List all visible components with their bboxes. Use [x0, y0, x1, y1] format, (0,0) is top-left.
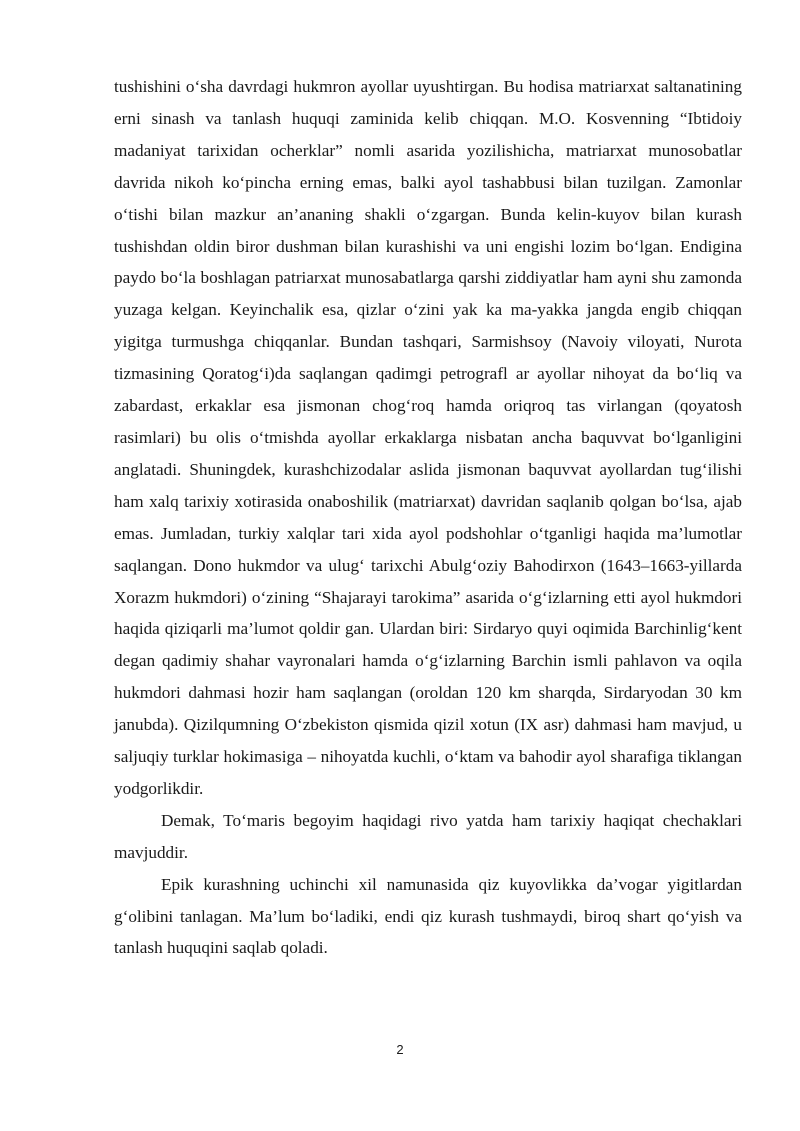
paragraph-1: tushishini o‘sha davrdagi hukmron ayollar uyushtirgan. Bu hodisa matriarxat saltanatining erni sinash va tanlash huquqi zaminida kelib chiqqan. M.O. Kosvenning “Ibtidoiy madaniyat tarixidan ocherklar” nomli asarida yozilishicha, matriarxat munosobatlar davrida nikoh ko‘pincha erning emas, balki ayol tashabbusi bilan tuzilgan. Zamonlar o‘tishi bilan mazkur an’ananing shakli o‘zgargan. Bunda kelin-kuyov bilan kurash tushishdan oldin biror dushman bilan kurashishi va uni engishi lozim bo‘lgan. Endigina paydo bo‘la boshlagan patriarxat munosabatlarga qarshi ziddiyatlar ham ayni shu zamonda yuzaga kelgan. Keyinchalik esa, qizlar o‘zini yak ka ma-yakka jangda engib chiqqan yigitga turmushga chiqqanlar. Bundan tashqari, Sarmishsoy (Navoiy viloyati, Nurota tizmasining Qoratog‘i)da saqlangan qadimgi petrografl ar ayollar nihoyat da bo‘liq va zabardast, erkaklar esa jismonan chog‘roq hamda oriqroq tas virlangan (qoyatosh rasimlari) bu olis o‘tmishda ayollar erkaklarga nisbatan ancha baquvvat bo‘lganligini anglatadi. Shuningdek, kurashchizodalar aslida jismonan baquvvat ayollardan tug‘ilishi ham xalq tarixiy xotirasida onaboshilik (matriarxat) davridan saqlanib qolgan bo‘lsa, ajab emas. Jumladan, turkiy xalqlar tari xida ayol podshohlar o‘tganligi haqida ma’lumotlar saqlangan. Dono hukmdor va ulug‘ tarixchi Abulg‘oziy Bahodirxon (1643–1663-yillarda Xorazm hukmdori) o‘zining “Shajarayi tarokima” asarida o‘g‘izlarning etti ayol hukmdori haqida qiziqarli ma’lumot qoldir gan. Ulardan biri: Sirdaryo quyi oqimida Barchinlig‘kent degan qadimiy shahar vayronalari hamda o‘g‘izlarning Barchin ismli pahlavon va oqila hukmdori dahmasi hozir ham saqlangan (oroldan 120 km sharqda, Sirdaryodan 30 km janubda). Qizilqumning O‘zbekiston qismida qizil xotun (IX asr) dahmasi ham mavjud, u saljuqiy turklar hokimasiga – nihoyatda kuchli, o‘ktam va bahodir ayol sharafiga tiklangan yodgorlikdir. [114, 77, 742, 798]
document-body [114, 71, 742, 964]
paragraph-2: Demak, To‘maris begoyim haqidagi rivo yatda ham tarixiy haqiqat chechaklari mavjuddir. [114, 810, 742, 862]
paragraph-3: Epik kurashning uchinchi xil namunasida qiz kuyovlikka da’vogar yigitlardan g‘olibini tanlagan. Ma’lum bo‘ladiki, endi qiz kurash tushmaydi, biroq shart qo‘yish va tanlash huquqini saqlab qoladi. [114, 874, 742, 958]
page-number: 2 [396, 1042, 404, 1057]
